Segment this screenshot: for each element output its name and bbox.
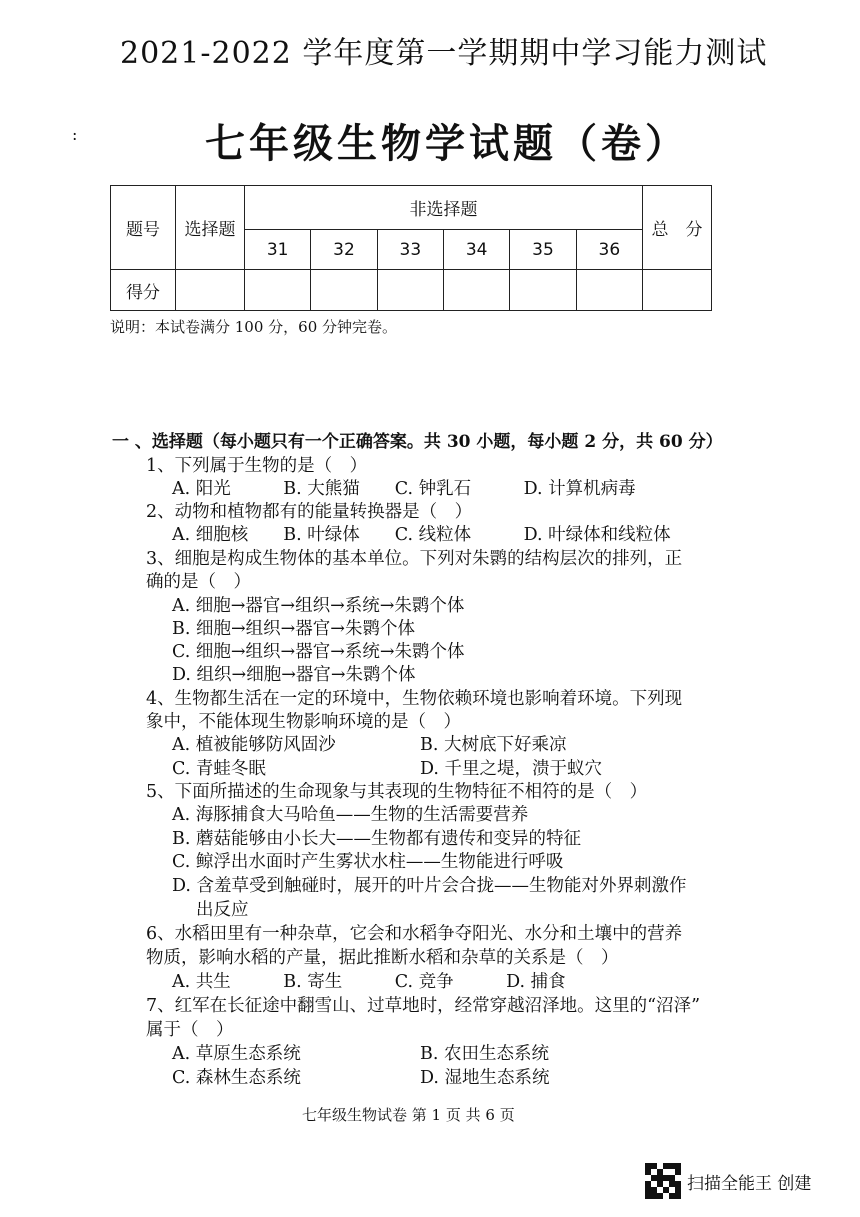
score-cell[interactable] [311, 270, 377, 311]
option-line: A. 草原生态系统 [172, 1044, 301, 1064]
option-line: C. 鲸浮出水面时产生雾状水柱——生物能进行呼吸 [172, 852, 564, 872]
col-label-choice: 选择题 [176, 186, 245, 270]
score-cell[interactable] [176, 270, 245, 311]
score-cell[interactable] [576, 270, 642, 311]
question-number: 32 [311, 230, 377, 270]
qr-code-icon [645, 1163, 681, 1199]
question-line: 2、动物和植物都有的能量转换器是（ ） [146, 502, 473, 522]
question-line: 象中，不能体现生物影响环境的是（ ） [146, 712, 461, 732]
watermark-text: 扫描全能王 创建 [687, 1173, 812, 1194]
option-line: B. 蘑菇能够由小长大——生物都有遗传和变异的特征 [172, 829, 581, 849]
question-number: 33 [377, 230, 443, 270]
paper-title: 七年级生物学试题（卷） [205, 120, 689, 167]
option-line: D. 含羞草受到触碰时，展开的叶片会合拢——生物能对外界刺激作 [172, 876, 687, 896]
score-cell[interactable] [245, 270, 311, 311]
score-cell[interactable] [510, 270, 576, 311]
option-line: B. 细胞→组织→器官→朱鹮个体 [172, 619, 415, 639]
score-table [110, 185, 712, 311]
option-line: C. 细胞→组织→器官→系统→朱鹮个体 [172, 642, 465, 662]
option-line: A. 海豚捕食大马哈鱼——生物的生活需要营养 [172, 805, 529, 825]
option-line: D. 组织→细胞→器官→朱鹮个体 [172, 665, 416, 685]
question-line: 物质，影响水稻的产量，据此推断水稻和杂草的关系是（ ） [146, 948, 619, 968]
question-number: 34 [443, 230, 509, 270]
option-line: B. 大树底下好乘凉 [420, 735, 567, 755]
scanner-watermark [645, 1163, 811, 1199]
option-line: A. 细胞→器官→组织→系统→朱鹮个体 [172, 596, 465, 616]
exam-note: 说明：本试卷满分 100 分，60 分钟完卷。 [110, 318, 398, 336]
option-line: A. 植被能够防风固沙 [172, 735, 336, 755]
option-line: A. 细胞核 B. 叶绿体 C. 线粒体 D. 叶绿体和线粒体 [172, 525, 671, 545]
question-number: 36 [576, 230, 642, 270]
section-heading: 一 、选择题（每小题只有一个正确答案。共 30 小题，每小题 2 分，共 60 分） [112, 432, 723, 452]
question-line: 5、下面所描述的生命现象与其表现的生物特征不相符的是（ ） [146, 782, 648, 802]
question-line: 1、下列属于生物的是（ ） [146, 456, 368, 476]
question-line: 确的是（ ） [146, 572, 251, 592]
option-line: A. 阳光 B. 大熊猫 C. 钟乳石 D. 计算机病毒 [172, 479, 636, 499]
score-cell[interactable] [643, 270, 712, 311]
col-label-total: 总 分 [643, 186, 712, 270]
page-footer: 七年级生物试卷 第 1 页 共 6 页 [302, 1106, 515, 1124]
option-line: C. 森林生态系统 [172, 1068, 301, 1088]
option-line: A. 共生 B. 寄生 C. 竞争 D. 捕食 [172, 972, 566, 992]
option-line: C. 青蛙冬眠 [172, 759, 266, 779]
col-label-num: 题号 [111, 186, 176, 270]
exam-title: 2021-2022 学年度第一学期期中学习能力测试 [120, 36, 768, 71]
margin-mark: : [72, 125, 78, 144]
option-line: D. 湿地生态系统 [420, 1068, 550, 1088]
question-line: 3、细胞是构成生物体的基本单位。下列对朱鹮的结构层次的排列，正 [146, 549, 683, 569]
option-line: 出反应 [196, 900, 249, 920]
question-number: 35 [510, 230, 576, 270]
question-line: 7、红军在长征途中翻雪山、过草地时，经常穿越沼泽地。这里的“沼泽” [146, 996, 701, 1016]
option-line: D. 千里之堤，溃于蚁穴 [420, 759, 603, 779]
score-cell[interactable] [443, 270, 509, 311]
score-cell[interactable] [377, 270, 443, 311]
option-line: B. 农田生态系统 [420, 1044, 549, 1064]
question-line: 属于（ ） [146, 1020, 234, 1040]
row-label-score: 得分 [111, 270, 176, 311]
question-number: 31 [245, 230, 311, 270]
col-label-nonchoice: 非选择题 [245, 186, 643, 230]
question-line: 6、水稻田里有一种杂草，它会和水稻争夺阳光、水分和土壤中的营养 [146, 924, 683, 944]
question-line: 4、生物都生活在一定的环境中，生物依赖环境也影响着环境。下列现 [146, 689, 683, 709]
